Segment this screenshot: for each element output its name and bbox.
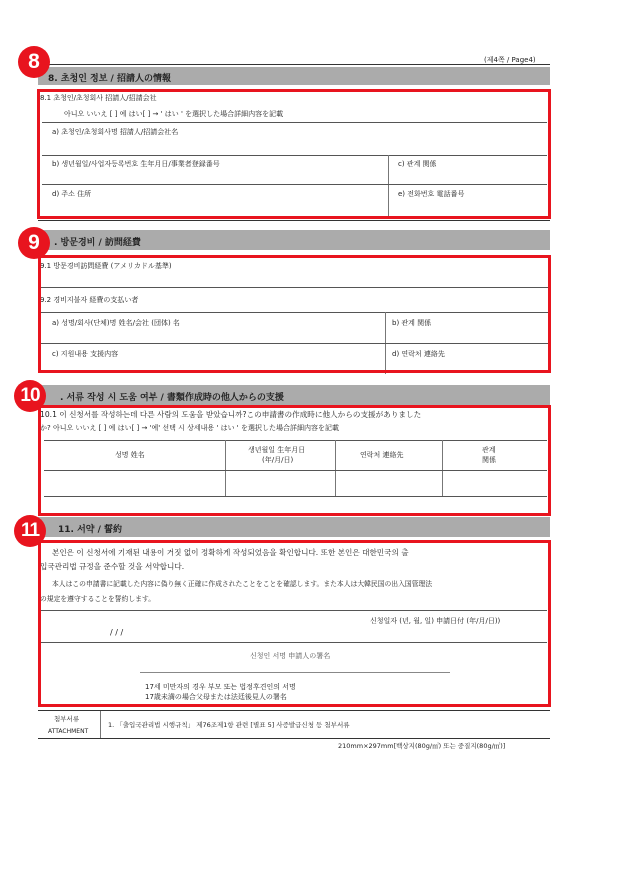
s11-minor-ko: 17세 미만자의 경우 부모 또는 법정후견인의 서명 (145, 683, 296, 691)
section-10-highlight (38, 405, 551, 516)
section-11-highlight (38, 540, 551, 707)
s10-col-relation-ja: 関係 (482, 456, 496, 464)
s11-pledge-ko-line2: 입국관리법 규정을 준수할 것을 서약합니다. (40, 562, 185, 571)
section-8-highlight (37, 89, 551, 219)
s10-col-relation: 관계 (482, 446, 496, 454)
s8-q1-options: 아니오 いいえ [ ] 예 はい[ ] → ' はい ' を選択した場合詳細内容を記載 (64, 110, 284, 118)
s10-col-dob-format: (年/月/日) (262, 456, 294, 464)
attachment-label-ko: 첨부서류 (54, 715, 80, 723)
s8-field-d: d) 주소 住所 (52, 190, 92, 198)
s9-field-c: c) 지원내용 支援内容 (52, 350, 119, 358)
section-9-title: . 방문경비 / 訪問経費 (54, 238, 141, 248)
s10-q1-line2: か? 아니오 いいえ [ ] 예 はい[ ] → '예' 선택 시 상세내용 ' はい ' を選択した場合詳細内容を記載 (40, 424, 339, 432)
s8-field-a: a) 초청인/초청회사명 招請人/招請会社名 (52, 128, 179, 136)
s9-field-a: a) 성명/회사(단체)명 姓名/会社 (団体) 名 (52, 319, 180, 327)
s10-col-dob: 생년월일 生年月日 (248, 446, 306, 454)
s10-q1-line1: 10.1 이 신청서를 작성하는데 다른 사람의 도움을 받았습니까?この申請書の作成時に他人からの支援がありました (40, 410, 422, 419)
page-number: (제4쪽 / Page4) (484, 56, 536, 64)
s8-bottom-rule (38, 220, 550, 221)
section-10-badge: 10 (14, 380, 46, 412)
s9-field-d: d) 연락처 連絡先 (392, 350, 445, 358)
section-8-title: 8. 초청인 정보 / 招請人の情報 (48, 74, 171, 84)
s11-pledge-ko-line1: 본인은 이 신청서에 기재된 내용이 거짓 없이 정확하게 작성되었음을 확인합니다. 또한 본인은 대한민국의 출 (52, 548, 409, 557)
section-8-badge: 8 (18, 46, 50, 78)
top-rule (38, 64, 550, 65)
s10-col-contact: 연락처 連絡先 (360, 451, 404, 459)
section-9-highlight (38, 255, 551, 373)
section-11-title: 11. 서약 / 誓約 (58, 525, 123, 535)
section-11-header (38, 517, 550, 537)
s8-field-b: b) 생년월일/사업자등록번호 生年月日/事業者登録番号 (52, 160, 220, 168)
paper-spec: 210mm×297mm[백상지(80g/㎡) 또는 중질지(80g/㎡)] (338, 742, 506, 750)
s11-date-label: 신청일자 (년, 월, 일) 申請日付 (年/月/日)) (370, 617, 501, 625)
s10-col-name: 성명 姓名 (115, 451, 145, 459)
s11-minor-ja: 17歳未満の場合父母または法廷後見人の署名 (145, 693, 287, 701)
attachment-text: 1. 「출입국관리법 시행규칙」 제76조제1항 관련 [별표 5] 사증발급신청 등 첨부서류 (108, 721, 350, 729)
section-9-header (38, 230, 550, 250)
section-10-header (38, 385, 550, 405)
s8-field-c: c) 관계 関係 (398, 160, 437, 168)
s9-q2: 9.2 경비지불자 経費の支払い者 (40, 296, 139, 304)
attachment-top-rule (38, 710, 550, 711)
s11-date-value: / / / (110, 628, 124, 637)
s8-q1: 8.1 초청인/초청회사 招請人/招請会社 (40, 94, 157, 102)
s11-pledge-ja-line1: 本人はこの申請書に記載した内容に偽り無く正確に作成されたことをことを確認します。また本人は大韓民国の出入国管理法 (52, 580, 433, 588)
section-10-title: . 서류 작성 시 도움 여부 / 書類作成時の他人からの支援 (60, 393, 284, 403)
attachment-bottom-rule (38, 738, 550, 739)
s8-field-e: e) 전화번호 電話番号 (398, 190, 465, 198)
attachment-label-en: ATTACHMENT (48, 728, 89, 735)
s9-field-b: b) 관계 関係 (392, 319, 432, 327)
s11-signature-label: 신청인 서명 申請人の署名 (250, 652, 331, 660)
s9-q1: 9.1 방문경비訪問経費 (アメリカドル基準) (40, 262, 172, 270)
section-8-header (38, 67, 550, 85)
section-9-badge: 9 (18, 227, 50, 259)
s11-pledge-ja-line2: の規定を遵守することを誓約します。 (40, 595, 156, 603)
attachment-divider (100, 711, 101, 738)
section-11-badge: 11 (14, 515, 46, 547)
